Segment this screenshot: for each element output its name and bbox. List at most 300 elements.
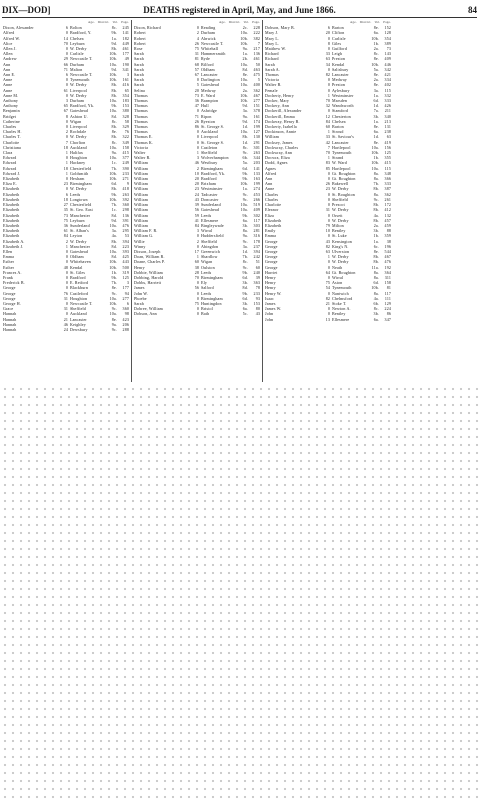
entry-volume: 10b. [109,77,117,83]
entry-page: 362 [253,87,260,93]
entry-page: 354 [122,92,129,98]
column-divider [131,20,132,382]
entry-page: 453 [253,191,260,197]
subheader-vol: Vol. [112,20,119,24]
entry-page: 291 [253,139,260,145]
entry-district: Leeds [201,269,212,275]
entry-volume: 9b. [242,212,248,218]
entry-volume: 9c. [111,290,117,296]
entry-district: Gt. Boughton [332,176,356,182]
entry-name: Sarah [134,82,144,88]
entry-page: 224 [384,306,391,312]
entry-age: 23 [63,181,68,187]
entry-volume: 10b. [240,35,248,41]
entry-district: Birmingham [201,165,223,171]
entry-page: 158 [122,144,129,150]
entry-volume: 8a. [373,191,379,197]
entry-volume: 10a. [109,311,117,317]
entry-volume: 3b. [242,222,248,228]
entry-page: 393 [122,248,129,254]
entry-volume: 9b. [242,176,248,182]
entry-district: Aylesbury [332,87,350,93]
entry-district: Guilford [332,46,347,51]
entry-page: 476 [384,259,391,265]
entry-page: 347 [384,316,391,322]
entry-volume: 10b. [371,160,379,166]
entry-name: William F. R. [134,228,158,234]
entry-district: Bradford, Yk. [70,103,95,109]
entry-age: 20 [325,30,330,36]
entry-volume: 2a. [373,46,379,51]
entry-name: Dixson, Joseph [134,248,161,254]
entry-age: 54 [325,285,330,291]
entry-name: George [3,285,16,291]
entry-volume: 10b. [109,56,117,62]
entry-age: 0 [327,196,330,202]
entry-district: Preston [332,82,346,88]
entry-district: Oulston [201,264,215,270]
entry-age: 85 [325,165,330,171]
entry-name: Dobson, Ann [134,311,157,317]
entry-page: 211 [384,108,391,114]
entry-page: 443 [122,259,129,265]
entry-name: Emma [3,254,15,260]
entry-name: Elizabeth [3,222,20,228]
entry-page: 115 [384,165,391,171]
entry-volume: 2c. [242,25,248,31]
entry-district: Kendal [70,264,83,270]
entry-district: Abingdon [201,243,219,249]
entry-page: 409 [253,207,260,213]
entry-name: Docksey, James [265,139,293,145]
entry-volume: 6c. [373,243,379,249]
entry-volume: 8b. [242,134,248,140]
entry-volume: 3b. [373,311,379,317]
entry-volume: 10a. [109,108,117,114]
entry-page: 333 [384,181,391,187]
entry-age: 2 [65,238,68,244]
entry-district: Oldham [201,66,215,72]
entry-district: St. Luke [332,233,347,239]
entry-age: 84 [63,233,68,239]
entry-district: Lancaster [332,72,349,78]
entry-name: Agnes [265,165,276,171]
entry-page: 125 [122,274,129,280]
entry-district: Bakewell [332,181,349,187]
entry-page: 158 [384,280,391,286]
entry-age: 36 [63,222,68,228]
entry-district: Chelsea [70,35,84,41]
entry-age: 26 [194,40,199,46]
entry-volume: 9d. [111,217,117,223]
entry-volume: 1d. [373,134,379,140]
entry-page: 5 [257,77,260,83]
entry-district: Huntingdon [201,300,222,306]
entry-age: 0 [327,290,330,296]
entry-name: George [3,290,16,296]
entry-volume: 8d. [111,212,117,218]
entry-page: 98 [124,311,129,317]
entry-age: 20 [194,176,199,182]
entry-volume: 10a. [371,144,379,150]
entry-name: William [134,176,148,182]
entry-volume: 8a. [242,228,248,234]
entry-age: 0 [196,290,199,296]
entry-age: 3 [196,155,199,161]
entry-age: 24 [194,191,199,197]
entry-name: Dobson, Mary B. [265,25,296,31]
entry-page: 389 [384,40,391,46]
entry-page: 213 [384,118,391,124]
entry-district: Nantwich [332,290,349,296]
entry-volume: 9b. [111,274,117,280]
entry-page: 277 [253,98,260,104]
entry-age: 0 [65,176,68,182]
entry-district: Bradford, Y. [70,30,92,36]
entry-volume: 8a. [373,274,379,280]
entry-age: 0 [65,300,68,306]
entry-name: Thomas [134,108,148,114]
entry-name: Ann [3,66,11,72]
entry-volume: 9b. [242,290,248,296]
entry-age: 73 [63,212,68,218]
entry-district: Hammersmith [201,51,226,57]
entry-page: 362 [384,191,391,197]
entry-volume: 7b. [111,280,117,286]
entry-page: 544 [384,248,391,254]
entry-volume: 1a. [373,238,379,244]
entry-district: Leigh [332,51,343,57]
entry-volume: 10b. [240,92,248,98]
entry-volume: 3a. [242,243,248,249]
entry-age: 75 [63,217,68,223]
entry-volume: 5c. [242,311,248,317]
entry-age: 1 [196,150,199,156]
entry-district: King's N. [332,243,349,249]
entry-name: Dockeray, Henry B. [265,118,300,124]
entry-page: 467 [253,92,260,98]
entry-volume: 8b. [373,259,379,265]
entry-age: 0 [65,30,68,36]
entry-district: Kendal [332,61,345,67]
entry-district: Whitehaven [70,259,91,265]
entry-name: Elizabeth [3,228,20,234]
entry-volume: 8b. [111,92,117,98]
entry-name: Dockerill, Alexander [265,108,302,114]
entry-district: Hartlepool [332,165,351,171]
entry-age: 46 [194,160,199,166]
entry-page: 387 [384,186,391,192]
entry-name: Mary J. [265,30,279,36]
subheader-age: Age. [219,20,226,24]
entry-page: 303 [253,222,260,228]
entry-volume: 8b. [111,82,117,88]
entry-district: Huddersfield [201,233,224,239]
entry-age: 0 [65,269,68,275]
entry-name: Anthony [3,103,19,109]
entry-name: Ellen [3,248,13,254]
entry-page: 415 [384,160,391,166]
entry-district: Ashridge [201,108,217,114]
entry-age: 21 [325,300,330,306]
entry-age: 43 [194,196,199,202]
entry-page: 263 [253,150,260,156]
entry-age: 1 [65,170,68,176]
entry-name: George [265,264,278,270]
entry-volume: 3b. [242,300,248,306]
entry-name: Dobree, William [134,306,163,312]
entry-volume: 6a. [373,30,379,36]
entry-district: Westbury [201,160,218,166]
entry-page: 223 [122,243,129,249]
entry-page: 93 [255,295,260,301]
entry-age: 75 [194,300,199,306]
entry-district: Darlington [201,77,220,83]
entry-district: Sheffield [70,306,86,312]
entry-volume: 1a. [242,51,248,57]
index-range: DIX—DOD] [2,5,51,15]
entry-name: Henry [265,274,276,280]
entry-district: Longtown [70,196,88,202]
entry-age: 20 [194,181,199,187]
entry-district: Sunderland [201,202,221,208]
entry-volume: 9a. [242,233,248,239]
entry-age: 64 [325,269,330,275]
entry-volume: 6a. [373,316,379,322]
entry-volume: 8d. [111,254,117,260]
entry-district: Manchester [70,212,91,218]
entry-volume: 8d. [242,66,248,72]
entry-age: 41 [194,217,199,223]
entry-volume: 9a. [111,150,117,156]
entry-name: Emily [265,228,276,234]
entry-page: 182 [122,35,129,41]
entry-volume: 8a. [373,170,379,176]
entry-name: Thomas [134,103,148,109]
entry-name: William [134,186,148,192]
entry-district: Hackney [70,160,86,166]
entry-district: Stroud [332,129,344,135]
entry-district: Wirral [332,274,344,280]
entry-district: Liverpool [70,87,88,93]
entry-age: 0 [327,176,330,182]
entry-age: 0 [65,82,68,88]
entry-page: 242 [253,254,260,260]
entry-name: Alice [3,40,13,46]
entry-page: 161 [253,113,260,119]
entry-age: 0 [327,202,330,208]
entry-volume: 7b. [111,202,117,208]
entry-district: Auckland [70,144,87,150]
entry-district: Ellesmere [332,316,350,322]
entry-volume: 10b. [240,181,248,187]
entry-district: Preston [332,56,346,62]
entry-age: 67 [194,72,199,78]
entry-page: 449 [122,40,129,46]
entry-age: 0 [327,233,330,239]
entry-name: Edward [3,155,17,161]
entry-volume: 8c. [373,306,379,312]
entry-district: W. Derby [70,92,87,98]
entry-name: Anne [3,87,13,93]
entry-page: 143 [384,51,391,57]
entry-volume: 8e. [373,248,379,254]
entry-age: 75 [194,46,199,51]
entry-volume: 5a. [373,66,379,72]
entry-age: 82 [325,243,330,249]
entry-name: Dixon, Alexander [3,25,34,31]
entry-age: 1 [327,129,330,135]
entry-district: Marsden [332,98,348,104]
entry-age: 60 [194,259,199,265]
entry-age: 0 [327,82,330,88]
entry-name: Elizabeth A. [3,238,25,244]
entry-name: Walter R. [134,155,151,161]
entry-age: 0 [327,108,330,114]
entry-page: 222 [253,30,260,36]
entry-district: Castleton [201,144,218,150]
entry-age: 14 [63,35,68,41]
entry-page: 380 [122,108,129,114]
entry-district: Newcastle T. [70,56,93,62]
entry-page: 141 [122,30,129,36]
entry-district: Sheffield [201,150,217,156]
entry-age: 79 [325,222,330,228]
entry-name: Walter [134,150,146,156]
entry-page: 203 [253,160,260,166]
entry-name: John [265,311,274,317]
entry-name: Dodd, Agnes [265,160,288,166]
entry-name: Thomas [134,124,148,130]
entry-age: 61 [63,87,68,93]
entry-page: 340 [384,113,391,119]
entry-page: 58 [124,118,129,124]
entry-volume: 1d. [373,103,379,109]
entry-district: Ellesmere [201,217,219,223]
entry-age: 70 [325,98,330,104]
entry-volume: 8c. [111,139,117,145]
entry-volume: 3a. [373,87,379,93]
entry-volume: 8b. [373,217,379,223]
entry-page: 177 [122,51,129,57]
entry-district: Medway [332,77,347,83]
entry-district: Durham [70,98,85,104]
entry-page: 298 [122,207,129,213]
entry-name: Sarah [134,77,144,83]
entry-name: Anne [265,186,275,192]
entry-district: Lancaster [70,316,87,322]
entry-volume: 6d. [373,280,379,286]
entry-volume: 8b. [111,124,117,130]
entry-page: 421 [384,72,391,78]
entry-age: 0 [65,46,68,51]
entry-volume: 9a. [111,321,117,327]
entry-age: 18 [63,196,68,202]
entry-district: Leeds [201,212,212,218]
entry-volume: 8e. [373,25,379,31]
page-header [2,4,477,16]
entry-volume: 8b. [373,202,379,208]
entry-page: 178 [253,238,260,244]
entry-district: Bath [201,311,210,317]
entry-name: Edward J. [3,170,21,176]
entry-volume: 2a. [242,87,248,93]
entry-district: Houghton [70,295,88,301]
entry-volume: 10a. [109,155,117,161]
entry-name: William [134,202,148,208]
entry-name: Thomas [134,129,148,135]
entry-age: 0 [196,139,199,145]
entry-district: Hartlepool [332,144,351,150]
entry-volume: 8b. [111,46,117,51]
entry-name: Doan, William R. [134,254,165,260]
entry-volume: 9a. [242,113,248,119]
entry-district: Westminster [332,92,354,98]
entry-page: 500 [122,264,129,270]
entry-district: Kensington [332,238,352,244]
entry-volume: 10a. [240,129,248,135]
entry-page: 390 [122,165,129,171]
entry-district: W. Derby [332,186,349,192]
entry-name: Allen J. [3,46,17,51]
entry-age: 47 [194,103,199,109]
entry-name: Dockwray, Ann [265,150,293,156]
entry-district: Tynemouth [332,150,352,156]
entry-name: Selina [134,87,145,93]
entry-page: 130 [253,134,260,140]
entry-district: Gt. Boughton [332,269,356,275]
entry-volume: 1b. [373,233,379,239]
entry-volume: 8a. [373,269,379,275]
entry-district: St. Giles [70,269,86,275]
entry-volume: 7b. [373,181,379,187]
entry-page: 153 [122,103,129,109]
entry-name: Benjamin [3,108,20,114]
entry-district: Durham [201,30,216,36]
entry-district: Bingleywade [201,222,224,228]
entry-page: 319 [122,269,129,275]
entry-district: Gateshead [201,82,220,88]
entry-district: Greenwich [201,248,220,254]
entry-name: Thomas [134,113,148,119]
entry-district: Hull [201,103,209,109]
entry-volume: 6a. [242,306,248,312]
entry-page: 3 [126,280,129,286]
entry-volume: 7b. [111,165,117,171]
entry-age: 27 [63,202,68,208]
entry-name: Elizabeth [3,217,20,223]
entry-name: George [265,254,278,260]
entry-page: 129 [384,300,391,306]
entry-page: 366 [384,176,391,182]
entry-district: Leyburn [70,40,85,46]
entry-name: Dockerill, Emma [265,113,295,119]
entry-page: 302 [253,212,260,218]
entry-district: Durham [70,61,85,67]
entry-age: 1 [327,254,330,260]
entry-age: 81 [194,56,199,62]
entry-name: Anne M. [3,92,19,98]
entry-age: 0 [65,254,68,260]
entry-district: Leyton [70,233,83,239]
entry-age: 2 [196,30,199,36]
entry-volume: 10a. [240,202,248,208]
entry-volume: 1a. [373,118,379,124]
entry-name: Thomas [134,92,148,98]
entry-page: 391 [122,217,129,223]
entry-name: Edward [3,165,17,171]
entry-district: W. Derby [332,217,349,223]
